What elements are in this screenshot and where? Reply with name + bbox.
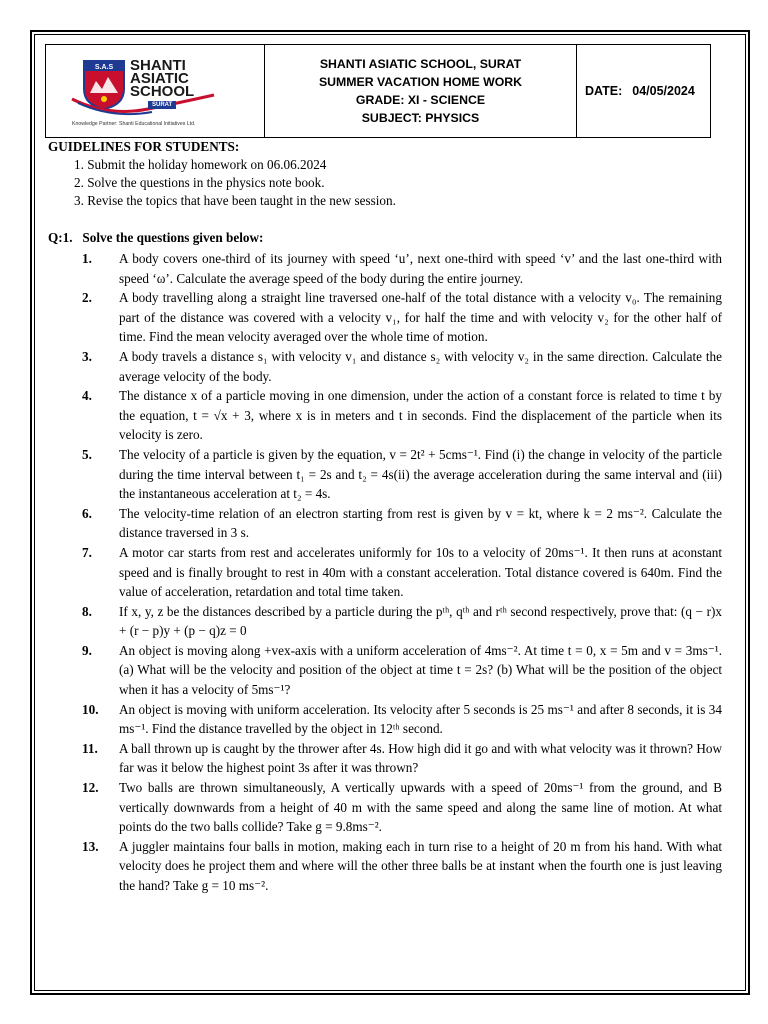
question-item [82,347,722,386]
guideline-item: 1. Submit the holiday homework on 06.06.2024 [74,157,327,172]
question-number: 13. [82,838,99,854]
question-item [82,837,722,896]
guideline-item: 3. Revise the topics that have been taught in the new session. [74,193,396,208]
question-text: A ball thrown up is caught by the thrower after 4s. How high did it go and with what velocity was it thrown? How far was it below the highest point 3s after it was thrown? [119,740,722,776]
question-item [82,778,722,837]
guidelines-section [48,138,728,210]
question-item [82,602,722,641]
logo-cell [46,45,265,137]
logo-line3: SCHOOL [130,83,195,100]
question-text: A body covers one-third of its journey with speed ‘u’, next one-third with speed ‘v’ and the last one-third with speed ‘ω’. Calculate the average speed of the body during the entire journey. [119,251,722,286]
grade: GRADE: XI - SCIENCE [355,93,486,107]
question-number: 1. [82,251,92,266]
logo-line2: ASIATIC [130,70,189,87]
question-number: 6. [82,505,92,521]
question-item [82,700,722,739]
question-number: 3. [82,348,92,364]
school-logo [68,53,248,133]
logo-city: SURAT [148,101,176,109]
question-number: 7. [82,544,92,560]
header-table [45,44,711,138]
question-number: 12. [82,780,99,796]
question-number: 11. [82,740,98,756]
guidelines-list [48,156,728,210]
logo-partner-text: Knowledge Partner: Shanti Educational Initiatives Ltd. [72,121,196,127]
question-text: A body travelling along a straight line traversed one-half of the total distance with a velocity v₀. The remaining part of the distance was covered with a velocity v₁, for half the time and with velocity v₂ for the other half of time. Find the mean velocity averaged over the whole time of motion. [119,290,722,345]
question-text: If x, y, z be the distances described by a particle during the pᵗʰ, qᵗʰ and rᵗʰ second respectively, prove that: (q − r)x + (r − p)y + (p − q)z = 0 [119,603,722,639]
homework-title: SUMMER VACATION HOME WORK [318,75,523,89]
logo-badge-text: S.A.S [94,64,114,71]
guideline-item: 2. Solve the questions in the physics note book. [74,175,325,190]
question-item [82,543,722,602]
date-label: DATE: [585,84,623,98]
date-cell [577,45,710,137]
question-number: 9. [82,642,92,658]
question-text: The velocity-time relation of an electron starting from rest is given by v = kt, where k = 2 ms⁻². Calculate the distance traversed in 3 s. [119,505,722,541]
swoosh-icon [68,93,218,117]
question-number: 4. [82,388,92,404]
question-list [82,249,722,896]
question-text: An object is moving along +vex-axis with a uniform acceleration of 4ms⁻². At time t = 0, x = 5m and v = 3ms⁻¹. (a) What will be the velocity and position of the object at time t = 2s? (b) What will be the position of the object when it has a velocity of 5ms⁻¹? [119,642,722,698]
question-item [82,445,722,504]
date-value: 04/05/2024 [632,84,695,98]
question-item [82,288,722,347]
question-item [82,739,722,778]
question-number: 2. [82,290,92,306]
question-text: An object is moving with uniform acceleration. Its velocity after 5 seconds is 25 ms⁻¹ and after 8 seconds, it is 34 ms⁻¹. Find the distance travelled by the object in 12ᵗʰ second. [119,701,722,737]
question-heading: Q:1. Solve the questions given below: [48,230,264,245]
question-item [82,386,722,445]
question-number: 8. [82,603,92,619]
question-number: 10. [82,701,99,717]
question-text: A juggler maintains four balls in motion, making each in turn rise to a height of 20 m from his hand. With what velocity does he project them and where will the other three balls be at instant when the fourth one is just leaving the hand? Take g = 10 ms⁻². [119,838,722,893]
guidelines-heading: GUIDELINES FOR STUDENTS: [48,139,240,154]
logo-line1: SHANTI [130,57,186,74]
question-number: 5. [82,446,92,462]
question-text: A motor car starts from rest and accelerates uniformly for 10s to a velocity of 20ms⁻¹. It then runs at aconstant speed and is finally brought to rest in 40m with a constant acceleration. Total distance covered is 640m. Find the value of acceleration, retardation and total time taken. [119,544,722,600]
question-item [82,504,722,543]
title-cell [265,45,577,137]
school-name: SHANTI ASIATIC SCHOOL, SURAT [319,57,522,71]
question-text: Two balls are thrown simultaneously, A vertically upwards with a speed of 20ms⁻¹ from the ground, and B vertically downwards from a height of 40 m with the same speed and along the same line of motion. At what points do the two balls collide? Take g = 9.8ms⁻². [119,780,722,835]
subject: SUBJECT: PHYSICS [361,111,480,125]
question-text: The velocity of a particle is given by the equation, v = 2t² + 5cms⁻¹. Find (i) the change in velocity of the particle during the time interval between t₁ = 2s and t₂ = 4s(ii) the average acceleration during the same interval and (iii) the instantaneous acceleration at t₂ = 4s. [119,446,722,502]
question-item [82,641,722,700]
question-item [82,249,722,288]
question-text: A body travels a distance s₁ with velocity v₁ and distance s₂ with velocity v₂ in the same direction. Calculate the average velocity of the body. [119,348,722,384]
question-text: The distance x of a particle moving in one dimension, under the action of a constant force is related to time t by the equation, t = √x + 3, where x is in meters and t in seconds. Find the displacement of the particle when its velocity is zero. [119,388,722,443]
